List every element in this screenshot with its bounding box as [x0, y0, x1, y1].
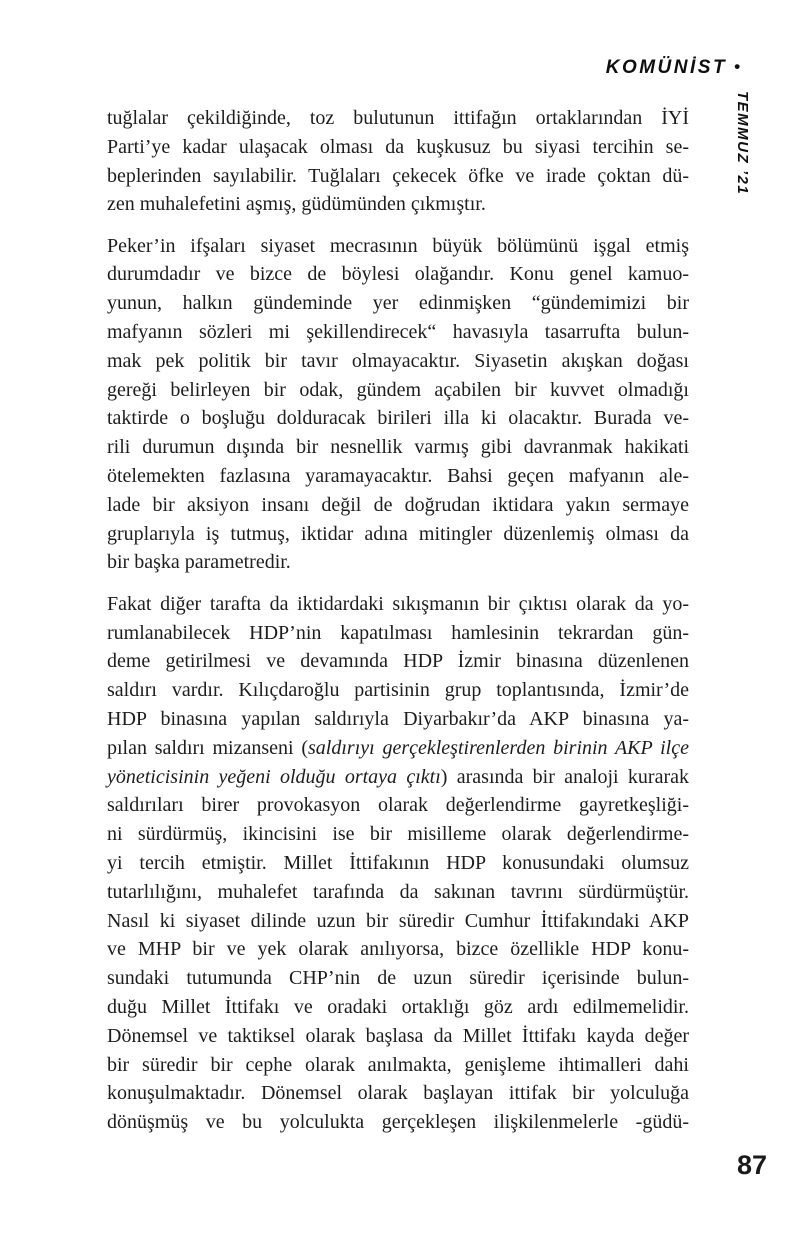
paragraph — [107, 104, 689, 219]
text-segment: lade bir aksiyon insanı değil de doğrudan iktidara yakın sermaye — [107, 493, 689, 516]
text-segment: zen muhalefetini aşmış, güdümünden çıkmıştır. — [107, 193, 486, 216]
text-line — [107, 162, 689, 191]
text-line — [107, 491, 689, 520]
text-segment: yi tercih etmiştir. Millet İttifakının HDP konusundaki olumsuz — [107, 851, 689, 874]
text-line — [107, 820, 689, 849]
text-line — [107, 878, 689, 907]
text-line — [107, 907, 689, 936]
text-segment: mafyanın sözleri mi şekillendirecek“ havasıyla tasarrufta bulun- — [107, 321, 689, 344]
text-segment: Parti’ye kadar ulaşacak olması da kuşkusuz bu siyasi tercihin se- — [107, 135, 689, 158]
text-line — [107, 462, 689, 491]
bullet-icon: • — [734, 57, 740, 76]
text-segment: bir süredir bir cephe olarak anılmakta, genişleme ihtimalleri dahi — [107, 1053, 689, 1076]
text-line — [107, 1108, 689, 1137]
text-line — [107, 763, 689, 792]
text-segment: Dönemsel ve taktiksel olarak başlasa da Millet İttifakı kayda değer — [107, 1024, 689, 1047]
text-segment: bir başka parametredir. — [107, 551, 291, 574]
text-line — [107, 260, 689, 289]
text-block — [107, 104, 689, 1137]
text-segment: saldırıları birer provokasyon olarak değerlendirme gayretkeşliği- — [107, 794, 689, 817]
text-line — [107, 1079, 689, 1108]
text-segment: HDP binasına yapılan saldırıyla Diyarbakır’da AKP binasına ya- — [107, 707, 689, 730]
italic-text-segment: yöneticisinin yeğeni olduğu ortaya çıktı — [107, 765, 441, 788]
text-segment: gereği belirleyen bir odak, gündem açabilen bir kuvvet olmadığı — [107, 378, 689, 401]
text-segment: tuğlalar çekildiğinde, toz bulutunun ittifağın ortaklarından İYİ — [107, 107, 689, 129]
journal-title: KOMÜNİST — [605, 57, 728, 78]
text-segment: sundaki tutumunda CHP’nin de uzun süredir içerisinde bulun- — [107, 967, 689, 990]
text-segment: rumlanabilecek HDP’nin kapatılması hamlesinin tekrardan gün- — [107, 621, 689, 644]
text-line — [107, 433, 689, 462]
paragraph — [107, 232, 689, 578]
paragraph — [107, 590, 689, 1137]
text-line — [107, 520, 689, 549]
text-segment: mak pek politik bir tavır olmayacaktır. Siyasetin akışkan doğası — [107, 349, 689, 372]
text-segment: yunun, halkın gündeminde yer edinmişken “gündemimizi bir — [107, 292, 689, 315]
text-line — [107, 289, 689, 318]
text-line — [107, 734, 689, 763]
text-segment: gruplarıyla iş tutmuş, iktidar adına mitingler düzenlemiş olması da — [107, 522, 689, 545]
text-line — [107, 548, 689, 577]
text-segment: durumdadır ve bizce de böylesi olağandır. Konu genel kamuo- — [107, 263, 689, 286]
text-line — [107, 964, 689, 993]
text-segment: ni sürdürmüş, ikincisini ise bir misilleme olarak değerlendirme- — [107, 823, 689, 846]
text-line — [107, 705, 689, 734]
text-line — [107, 619, 689, 648]
text-segment: beplerinden sayılabilir. Tuğlaları çekecek öfke ve irade çoktan dü- — [107, 164, 689, 187]
text-segment: duğu Millet İttifakı ve oradaki ortaklığı göz ardı edilmemelidir. — [107, 995, 689, 1018]
text-line — [107, 318, 689, 347]
italic-text-segment: saldırıyı gerçekleştirenlerden birinin AKP ilçe — [308, 736, 689, 759]
text-segment: Nasıl ki siyaset dilinde uzun bir süredir Cumhur İttifakındaki AKP — [107, 909, 689, 932]
text-segment: saldırı vardır. Kılıçdaroğlu partisinin grup toplantısında, İzmir’de — [107, 679, 689, 702]
text-line — [107, 791, 689, 820]
text-line — [107, 849, 689, 878]
issue-label: TEMMUZ ’21 — [734, 91, 751, 196]
text-line — [107, 1051, 689, 1080]
text-line — [107, 1022, 689, 1051]
running-head — [606, 57, 740, 79]
text-line — [107, 190, 689, 219]
text-segment: ve MHP bir ve yek olarak anılıyorsa, bizce özellikle HDP konu- — [107, 938, 689, 961]
text-segment: pılan saldırı mizanseni ( — [107, 736, 309, 759]
text-segment: taktirde o boşluğu dolduracak birileri illa ki olacaktır. Burada ve- — [107, 407, 689, 430]
text-segment: konuşulmaktadır. Dönemsel olarak başlayan ittifak bir yolculuğa — [107, 1082, 689, 1105]
text-line — [107, 590, 689, 619]
text-segment: Fakat diğer tarafta da iktidardaki sıkışmanın bir çıktısı olarak da yo- — [107, 592, 689, 615]
text-line — [107, 993, 689, 1022]
text-segment: dönüşmüş ve bu yolculukta gerçekleşen ilişkilenmelerle -güdü- — [107, 1111, 689, 1134]
text-line — [107, 404, 689, 433]
text-line — [107, 232, 689, 261]
text-line — [107, 133, 689, 162]
text-segment: rili durumun dışında bir nesnellik varmış gibi davranmak hakikati — [107, 436, 689, 459]
text-line — [107, 347, 689, 376]
text-line — [107, 376, 689, 405]
text-line — [107, 676, 689, 705]
page-number: 87 — [736, 1150, 767, 1180]
text-segment: tutarlılığını, muhalefet tarafında da sakınan tavrını sürdürmüştür. — [107, 880, 689, 903]
text-line — [107, 647, 689, 676]
text-segment: Peker’in ifşaları siyaset mecrasının büyük bölümünü işgal etmiş — [107, 234, 689, 257]
text-segment: ötelemekten fazlasına yaramayacaktır. Bahsi geçen mafyanın ale- — [107, 465, 689, 488]
text-segment: deme getirilmesi ve devamında HDP İzmir binasına düzenlenen — [107, 650, 689, 673]
text-line — [107, 104, 689, 133]
text-line — [107, 935, 689, 964]
text-segment: ) arasında bir analoji kurarak — [440, 765, 689, 788]
